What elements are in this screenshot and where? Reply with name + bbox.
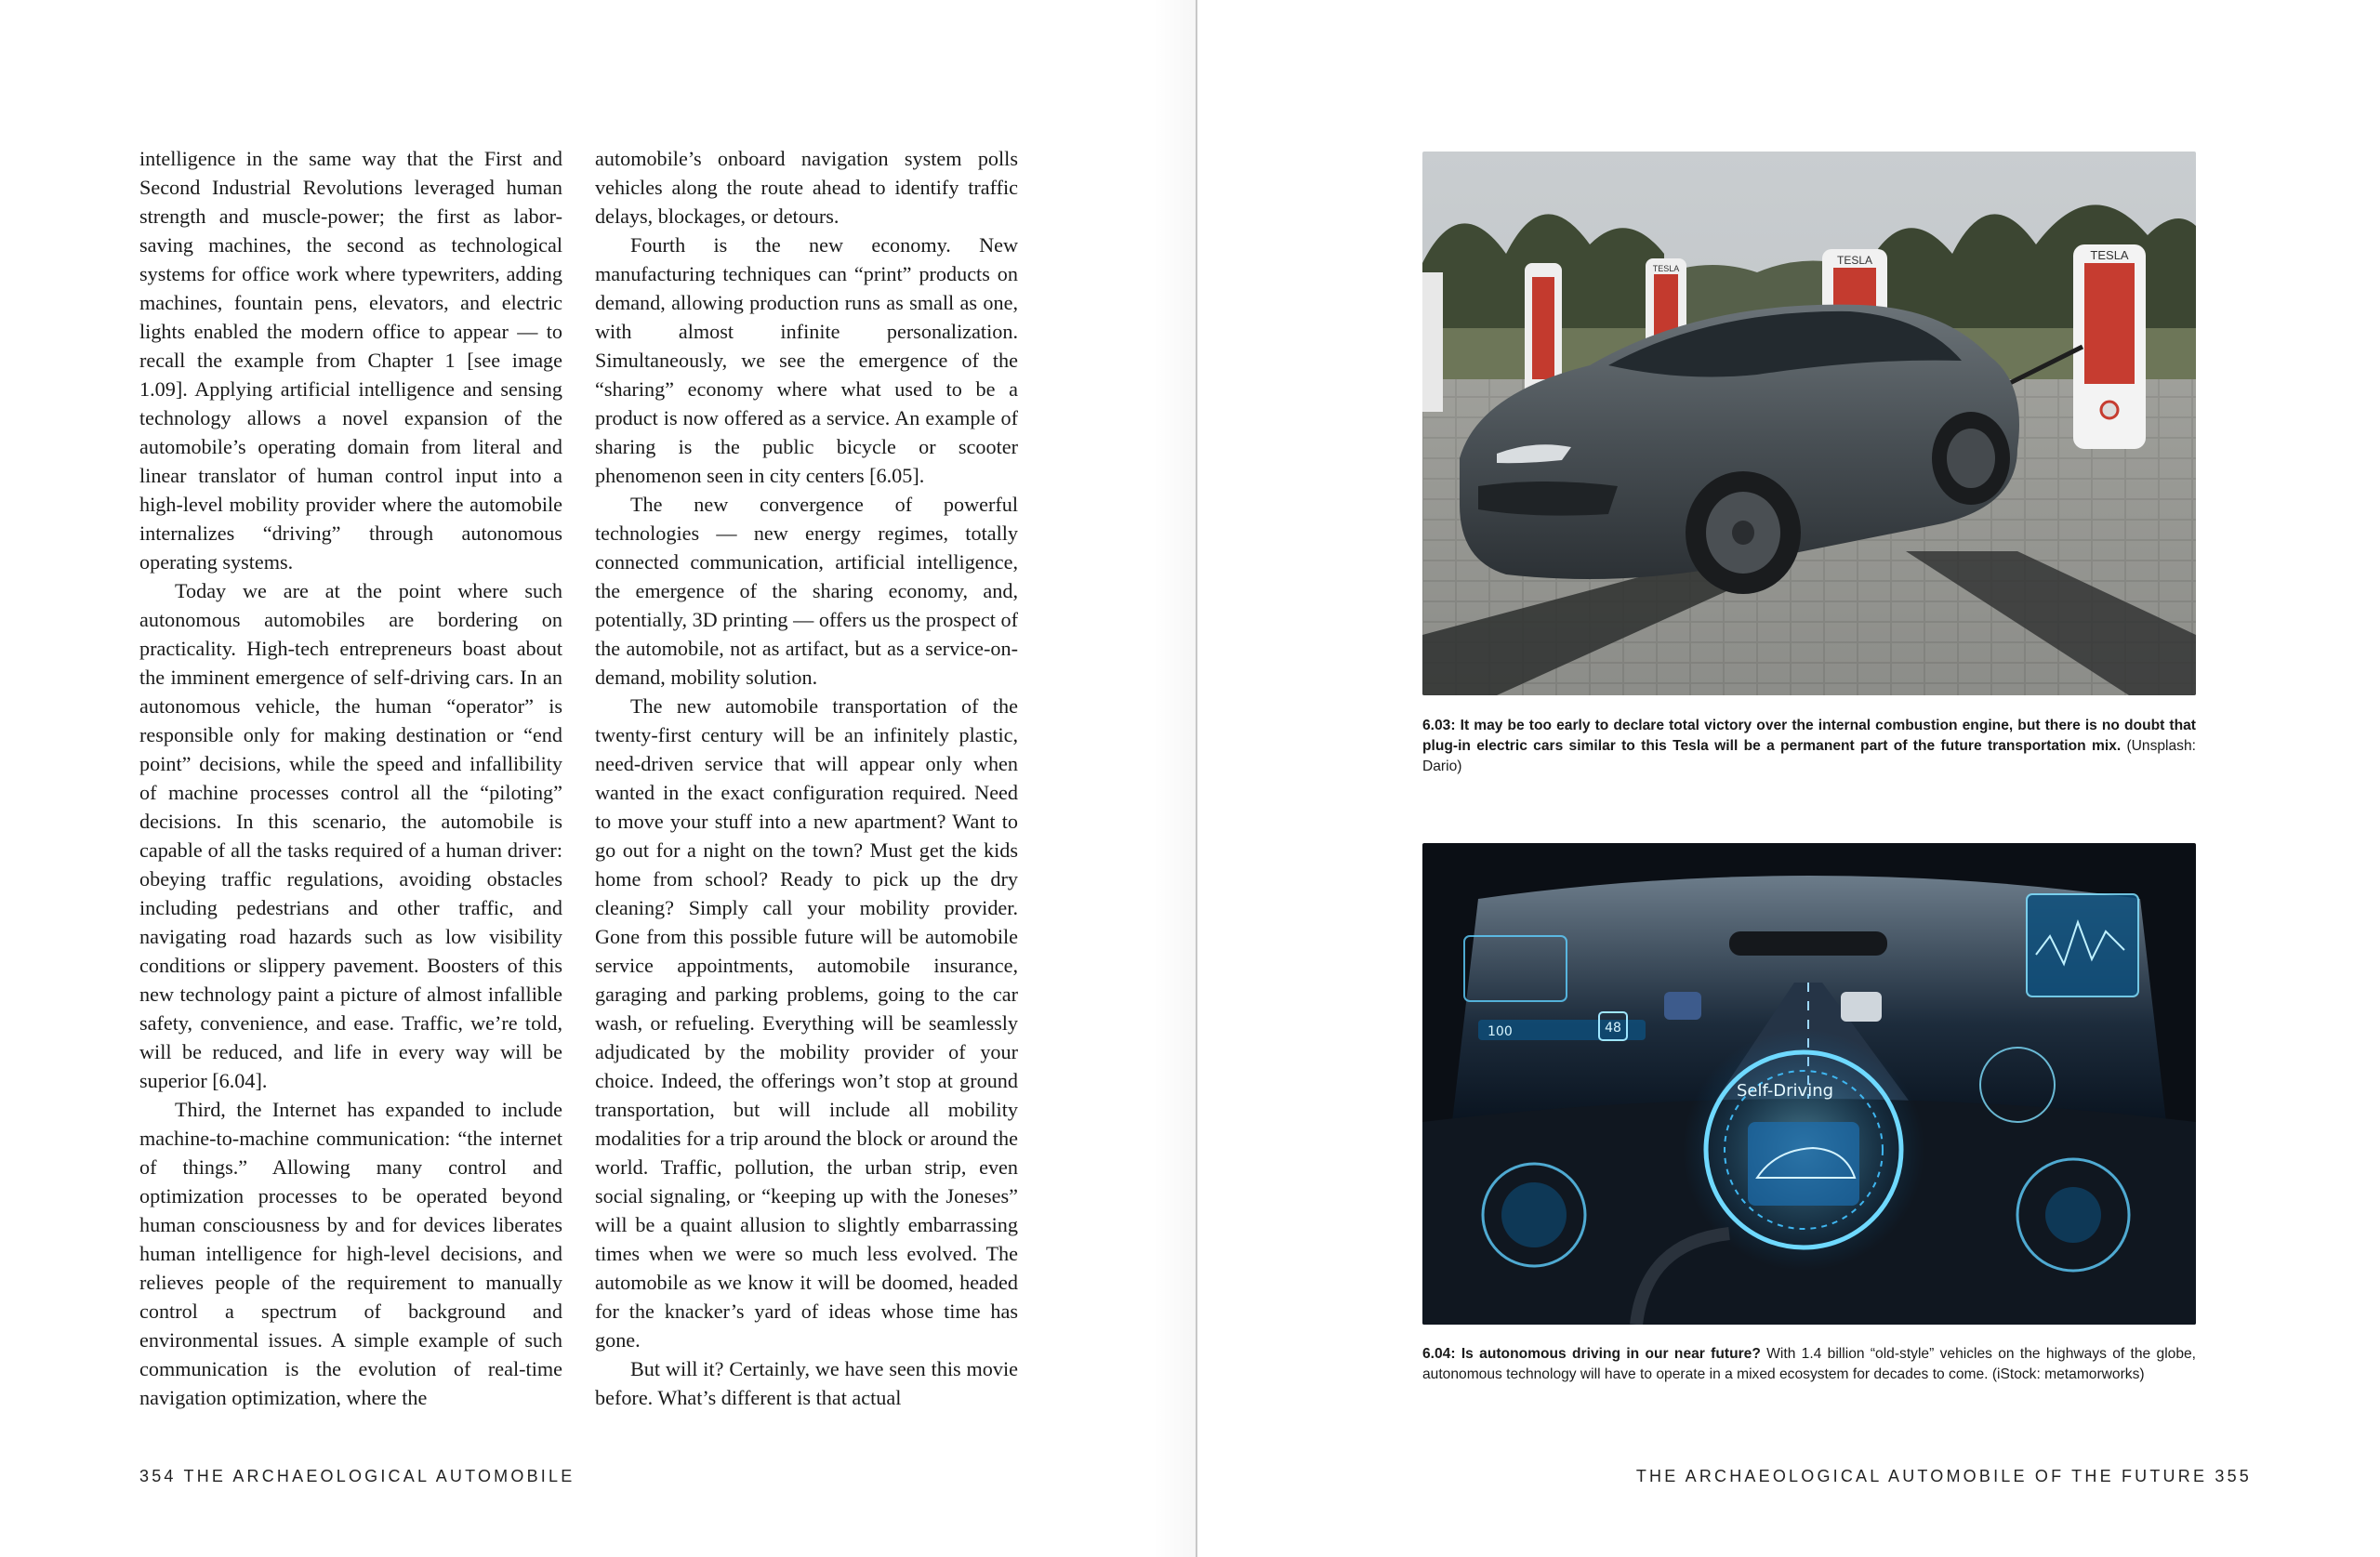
caption-body: With 1.4 billion “old-style” vehicles on the highways of the globe, autonomous technology will have to operate in a mixed ecosystem for decades to come. (iStock: metamorworks): [1422, 1346, 2197, 1382]
figure-self-driving-hud: [1422, 843, 2196, 1325]
self-driving-photo: [1422, 843, 2196, 1325]
left-running-footer: 354 THE ARCHAEOLOGICAL AUTOMOBILE: [139, 1467, 575, 1485]
tesla-sign: TESLA: [1652, 264, 1680, 273]
caption-lead: 6.03: It may be too early to declare total victory over the internal combustion engine, but there is no doubt that plug-in electric cars similar to this Tesla will be a permanent part of the future transportation mix.: [1422, 718, 2196, 754]
left-page-column-1: [139, 144, 562, 1412]
caption-lead: 6.04: Is autonomous driving in our near future?: [1422, 1346, 1761, 1362]
gutter-line: [1196, 0, 1197, 1557]
paragraph: Third, the Internet has expanded to include machine-to-machine communication: “the internet of things.” Allowing many control and optimization processes to be operated beyond human consciousness by and for devices liberates human intelligence for high-level decisions, and relieves people of the requirement to manually control a spectrum of background and environmental issues. A simple example of such communication is the evolution of real-time navigation optimization, where the: [139, 1098, 562, 1409]
hud-number: 48: [1605, 1021, 1621, 1036]
paragraph: Today we are at the point where such autonomous automobiles are bordering on practicality. High-tech entrepreneurs boast about the imminent emergence of self-driving cars. In an autonomous vehicle, the human “operator” is responsible only for making destination or “end point” decisions, while the speed and infallibility of machine processes control all the “piloting” decisions. In this scenario, the automobile is capable of all the tasks required of a human driver: obeying traffic regulations, avoiding obstacles including pedestrians and other traffic, and navigating road hazards such as low visibility conditions or slippery pavement. Boosters of this new technology paint a picture of almost infallible safety, convenience, and ease. Traffic, we’re told, will be reduced, and life in every way will be superior [6.04].: [139, 579, 562, 1092]
right-running-footer: THE ARCHAEOLOGICAL AUTOMOBILE OF THE FUTURE 355: [1635, 1467, 2252, 1485]
tesla-sign: TESLA: [1836, 254, 1873, 267]
gutter-shadow: [1153, 0, 1196, 1557]
paragraph: intelligence in the same way that the First and Second Industrial Revolutions leveraged human strength and muscle-power; the first as labor-saving machines, the second as technological systems for office work where typewriters, adding machines, fountain pens, elevators, and electric lights enabled the modern office to appear — to recall the example from Chapter 1 [see image 1.09]. Applying artificial intelligence and sensing technology allows a novel expansion of the automobile’s operating domain from literal and linear translator of human control input into a high-level mobility provider where the automobile internalizes “driving” through autonomous operating systems.: [139, 147, 562, 574]
tesla-sign: TESLA: [2090, 248, 2129, 262]
paragraph: automobile’s onboard navigation system polls vehicles along the route ahead to identify traffic delays, blockages, or detours.: [595, 147, 1018, 228]
caption-6-03: [1422, 716, 2196, 777]
hud-self-driving-label: Self-Driving: [1736, 1081, 1834, 1101]
left-page-column-2: [595, 144, 1018, 1412]
caption-credit: (Unsplash: Dario): [1422, 738, 2196, 774]
hud-speed: 100: [1488, 1024, 1513, 1039]
tesla-photo: [1422, 152, 2196, 695]
paragraph: The new automobile transportation of the twenty-first century will be an infinitely plastic, need-driven service that will appear only when wanted in the exact configuration required. Need to move your stuff into a new apartment? Want to go out for a night on the town? Must get the kids home from school? Ready to pick up the dry cleaning? Simply call your mobility provider. Gone from this possible future will be automobile service appointments, automobile insurance, garaging and parking problems, going to the car wash, or refueling. Everything will be seamlessly adjudicated by the mobility provider of your choice. Indeed, the offerings won’t stop at ground transportation, but will include all mobility modalities for a trip around the block or around the world. Traffic, pollution, the urban strip, even social signaling, or “keeping up with the Joneses” will be a quaint allusion to slightly embarrassing times when we were so much less evolved. The automobile as we know it will be doomed, headed for the knacker’s yard of ideas whose time has gone.: [595, 694, 1018, 1352]
paragraph: The new convergence of powerful technologies — new energy regimes, totally connected communication, artificial intelligence, the emergence of the sharing economy, and, potentially, 3D printing — offers us the prospect of the automobile, not as artifact, but as a service-on-demand, mobility solution.: [595, 493, 1018, 689]
caption-6-04: [1422, 1344, 2196, 1385]
paragraph: Fourth is the new economy. New manufacturing techniques can “print” products on demand, allowing production runs as small as one, with almost infinite personalization. Simultaneously, we see the emergence of the “sharing” economy where what used to be a product is now offered as a service. An example of sharing is the public bicycle or scooter phenomenon seen in city centers [6.05].: [595, 233, 1018, 487]
paragraph: But will it? Certainly, we have seen this movie before. What’s different is that actual: [595, 1357, 1018, 1409]
figure-tesla-charging: [1422, 152, 2196, 695]
